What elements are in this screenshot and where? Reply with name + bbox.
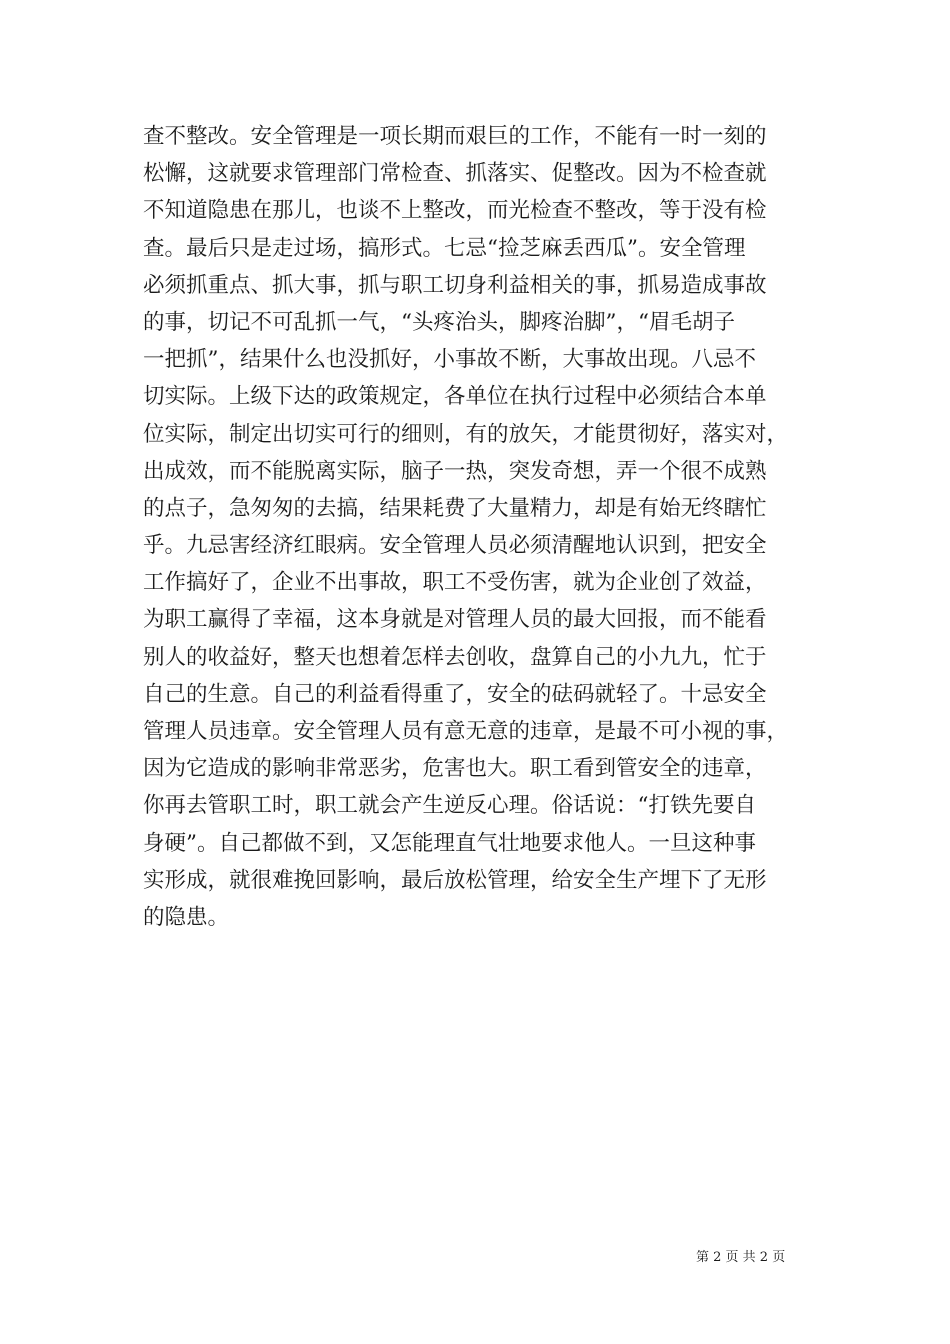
text-line: 的隐患。 [143,904,230,930]
text-line: 因为它造成的影响非常恶劣，危害也大。职工看到管安全的违章， [143,756,767,782]
text-line: 乎。九忌害经济红眼病。安全管理人员必须清醒地认识到，把安全 [143,533,767,559]
body-text [143,118,823,936]
text-line: 实形成，就很难挽回影响，最后放松管理，给安全生产埋下了无形 [143,867,767,893]
text-line: 一把抓”，结果什么也没抓好，小事故不断，大事故出现。八忌不 [143,347,756,373]
text-line: 切实际。上级下达的政策规定，各单位在执行过程中必须结合本单 [143,384,767,410]
page-number-footer: 第 2 页 共 2 页 [696,1250,786,1265]
text-line: 查不整改。安全管理是一项长期而艰巨的工作，不能有一时一刻的 [143,124,767,149]
text-line: 工作搞好了，企业不出事故，职工不受伤害，就为企业创了效益， [143,570,767,596]
text-line: 出成效，而不能脱离实际，脑子一热，突发奇想，弄一个很不成熟 [143,458,767,484]
text-line: 别人的收益好，整天也想着怎样去创收，盘算自己的小九九，忙于 [143,644,767,670]
text-line: 位实际，制定出切实可行的细则，有的放矢，才能贯彻好，落实对， [143,421,789,447]
text-line: 松懈，这就要求管理部门常检查、抓落实、促整改。因为不检查就 [143,161,767,187]
text-line: 的事，切记不可乱抓一气，“头疼治头，脚疼治脚”，“眉毛胡子 [143,309,735,335]
text-line: 自己的生意。自己的利益看得重了，安全的砝码就轻了。十忌安全 [143,681,767,707]
text-line: 不知道隐患在那儿，也谈不上整改，而光检查不整改，等于没有检 [143,198,767,224]
text-line: 为职工赢得了幸福，这本身就是对管理人员的最大回报，而不能看 [143,607,767,633]
text-line: 管理人员违章。安全管理人员有意无意的违章，是最不可小视的事， [143,719,789,744]
text-line: 你再去管职工时，职工就会产生逆反心理。俗话说：“打铁先要自 [143,793,756,819]
text-line: 的点子，急匆匆的去搞，结果耗费了大量精力，却是有始无终瞎忙 [143,495,767,521]
text-line: 查。最后只是走过场，搞形式。七忌“捡芝麻丢西瓜”。安全管理 [143,235,746,261]
text-line: 必须抓重点、抓大事，抓与职工切身利益相关的事，抓易造成事故 [143,272,767,298]
text-line: 身硬”。自己都做不到，又怎能理直气壮地要求他人。一旦这种事 [143,830,756,856]
